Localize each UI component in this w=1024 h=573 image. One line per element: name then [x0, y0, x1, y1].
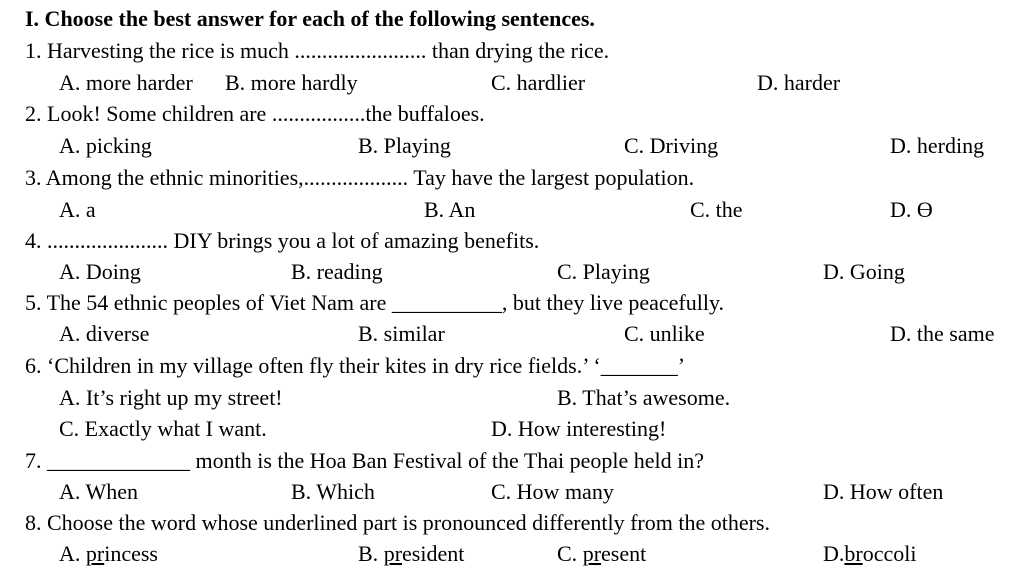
- question-3-option-d[interactable]: D. ϴ: [890, 197, 933, 222]
- question-7-option-c[interactable]: C. How many: [491, 479, 614, 504]
- question-8-option-d[interactable]: [823, 543, 916, 565]
- section-heading: I. Choose the best answer for each of the following sentences.: [25, 6, 595, 31]
- question-4-option-d[interactable]: D. Going: [823, 259, 905, 284]
- question-5-option-c[interactable]: C. unlike: [624, 321, 705, 346]
- question-1-stem: 1. Harvesting the rice is much ........................ than drying the rice.: [25, 38, 610, 63]
- question-5-option-a[interactable]: A. diverse: [59, 321, 150, 346]
- question-4-option-b[interactable]: B. reading: [291, 259, 383, 284]
- question-2-stem: 2. Look! Some children are .................the buffaloes.: [25, 101, 485, 126]
- question-7-option-a[interactable]: A. When: [59, 479, 139, 504]
- question-1-option-a[interactable]: A. more harder: [59, 70, 193, 95]
- option-prefix: C.: [557, 541, 583, 566]
- question-7-option-d[interactable]: D. How often: [823, 479, 944, 504]
- question-6-option-a[interactable]: A. It’s right up my street!: [59, 385, 283, 410]
- question-3-stem: 3. Among the ethnic minorities,................... Tay have the largest population.: [25, 165, 695, 190]
- question-2-option-b[interactable]: B. Playing: [358, 133, 451, 158]
- underlined-part: pr: [582, 541, 602, 566]
- option-rest: incess: [104, 541, 158, 566]
- question-6-option-c[interactable]: C. Exactly what I want.: [59, 416, 267, 441]
- underlined-part: pr: [85, 541, 105, 566]
- question-1-option-d[interactable]: D. harder: [757, 70, 841, 95]
- underlined-part: pr: [383, 541, 403, 566]
- question-2-option-c[interactable]: C. Driving: [624, 133, 719, 158]
- option-prefix: B.: [358, 541, 384, 566]
- question-8-option-b[interactable]: [358, 543, 464, 565]
- option-prefix: A.: [59, 541, 86, 566]
- question-4-option-c[interactable]: C. Playing: [557, 259, 650, 284]
- question-5-option-d[interactable]: D. the same: [890, 321, 995, 346]
- option-rest: occoli: [862, 541, 917, 566]
- question-1-option-c[interactable]: C. hardlier: [491, 70, 586, 95]
- question-2-option-a[interactable]: A. picking: [59, 133, 152, 158]
- question-8-stem: 8. Choose the word whose underlined part is pronounced differently from the others.: [25, 510, 770, 535]
- question-5-stem: 5. The 54 ethnic peoples of Viet Nam are __________, but they live peacefully.: [25, 290, 725, 315]
- question-8-option-a[interactable]: [59, 543, 158, 565]
- question-6-stem: 6. ‘Children in my village often fly their kites in dry rice fields.’ ‘_______’: [25, 353, 686, 378]
- underlined-part: br: [844, 541, 863, 566]
- question-8-option-c[interactable]: [557, 543, 646, 565]
- question-5-option-b[interactable]: B. similar: [358, 321, 445, 346]
- question-4-stem: 4. ...................... DIY brings you a lot of amazing benefits.: [25, 228, 540, 253]
- question-6-option-b[interactable]: B. That’s awesome.: [557, 385, 731, 410]
- question-3-option-a[interactable]: A. a: [59, 197, 96, 222]
- question-7-option-b[interactable]: B. Which: [291, 479, 375, 504]
- question-6-option-d[interactable]: D. How interesting!: [491, 416, 667, 441]
- question-7-stem: 7. _____________ month is the Hoa Ban Festival of the Thai people held in?: [25, 448, 705, 473]
- question-3-option-c[interactable]: C. the: [690, 197, 743, 222]
- question-1-option-b[interactable]: B. more hardly: [225, 70, 358, 95]
- option-rest: esident: [402, 541, 465, 566]
- question-4-option-a[interactable]: A. Doing: [59, 259, 141, 284]
- question-3-option-b[interactable]: B. An: [424, 197, 476, 222]
- option-rest: esent: [601, 541, 647, 566]
- option-prefix: D.: [823, 541, 845, 566]
- question-2-option-d[interactable]: D. herding: [890, 133, 985, 158]
